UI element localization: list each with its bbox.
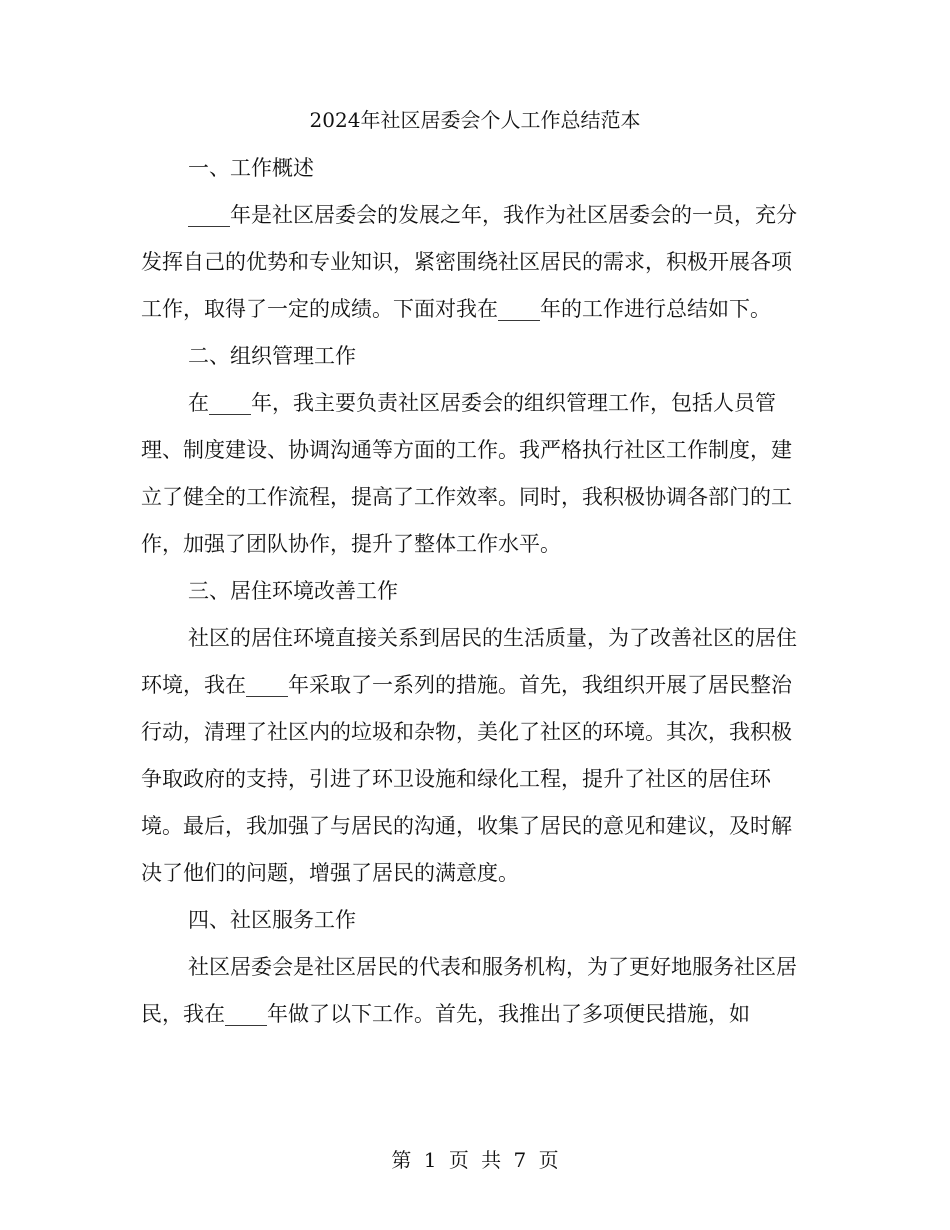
- document-title: 2024年社区居委会个人工作总结范本: [309, 108, 641, 132]
- page-footer: 第 1 页 共 7 页: [391, 1148, 559, 1172]
- section-heading: 四、社区服务工作: [188, 908, 356, 932]
- section-living-environment: [141, 568, 801, 897]
- section-paragraph: 社区的居住环境直接关系到居民的生活质量，为了改善社区的居住环境，我在____年采取了一系列的措施。首先，我组织开展了居民整治行动，清理了社区内的垃圾和杂物，美化了社区的环境。其次，我积极争取政府的支持，引进了环卫设施和绿化工程，提升了社区的居住环境。最后，我加强了与居民的沟通，收集了居民的意见和建议，及时解决了他们的问题，增强了居民的满意度。: [141, 626, 797, 885]
- section-overview: [141, 145, 801, 333]
- document-body: [141, 145, 801, 1038]
- section-paragraph: 在____年，我主要负责社区居委会的组织管理工作，包括人员管理、制度建设、协调沟通等方面的工作。我严格执行社区工作制度，建立了健全的工作流程，提高了工作效率。同时，我积极协调各部门的工作，加强了团队协作，提升了整体工作水平。: [141, 391, 792, 556]
- section-heading: 一、工作概述: [188, 156, 314, 180]
- section-community-service: [141, 897, 801, 1038]
- section-paragraph: 社区居委会是社区居民的代表和服务机构，为了更好地服务社区居民，我在____年做了以下工作。首先，我推出了多项便民措施，如: [141, 955, 797, 1026]
- section-heading: 三、居住环境改善工作: [188, 579, 398, 603]
- section-organization-management: [141, 333, 801, 568]
- section-paragraph: ____年是社区居委会的发展之年，我作为社区居委会的一员，充分发挥自己的优势和专业知识，紧密围绕社区居民的需求，积极开展各项工作，取得了一定的成绩。下面对我在____年的工作进行总结如下。: [141, 203, 797, 321]
- section-heading: 二、组织管理工作: [188, 344, 356, 368]
